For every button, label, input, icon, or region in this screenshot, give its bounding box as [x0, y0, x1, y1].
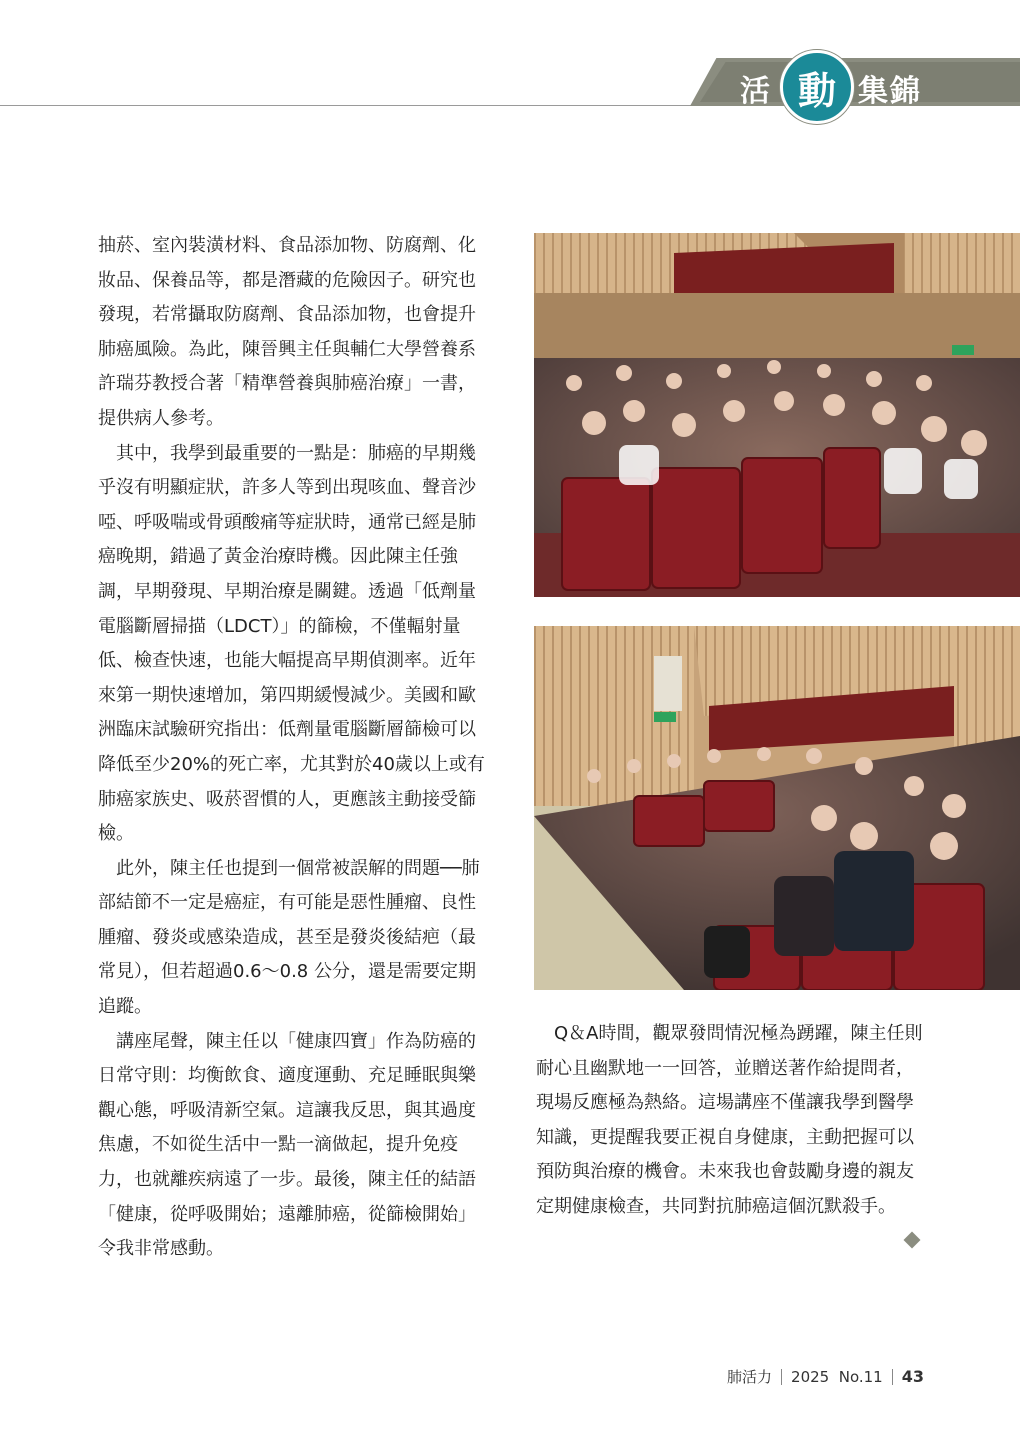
paragraph: 講座尾聲，陳主任以「健康四寶」作為防癌的日常守則：均衡飲食、適度運動、充足睡眠與樂觀心態，呼吸清新空氣。這讓我反思，與其過度焦慮，不如從生活中一點一滴做起，提升免疫力，也就離疾病遠了一步。最後，陳主任的結語「健康，從呼吸開始；遠離肺癌，從篩檢開始」令我非常感動。: [98, 1030, 476, 1260]
page-footer: [727, 1366, 924, 1387]
photo-audience-applause: [534, 626, 1020, 990]
section-title-char-4: 錦: [890, 74, 920, 109]
page-number: 43: [901, 1367, 924, 1386]
footer-divider: [892, 1369, 893, 1385]
end-mark-diamond-icon: [904, 1232, 921, 1249]
footer-divider: [781, 1369, 782, 1385]
article-left-column: [98, 229, 488, 1267]
header-rule: [0, 105, 705, 106]
paragraph: Q＆A時間，觀眾發問情況極為踴躍，陳主任則耐心且幽默地一一回答，並贈送著作給提問者，現場反應極為熱絡。這場講座不僅讓我學到醫學知識，更提醒我要正視自身健康，主動把握可以預防與治療的機會。未來我也會鼓勵身邊的親友定期健康檢查，共同對抗肺癌這個沉默殺手。: [536, 1023, 923, 1217]
section-title-badge: 動: [780, 50, 854, 124]
section-title-char-1: 活: [740, 74, 770, 109]
issue-label: 2025 No.11: [791, 1367, 883, 1386]
article-right-column: [536, 1017, 924, 1225]
paragraph: 抽菸、室內裝潢材料、食品添加物、防腐劑、化妝品、保養品等，都是潛藏的危險因子。研究也發現，若常攝取防腐劑、食品添加物，也會提升肺癌風險。為此，陳晉興主任與輔仁大學營養系許瑞芬教授合著「精準營養與肺癌治療」一書，提供病人參考。: [98, 235, 476, 429]
paragraph: 此外，陳主任也提到一個常被誤解的問題──肺部結節不一定是癌症，有可能是惡性腫瘤、良性腫瘤、發炎或感染造成，甚至是發炎後結疤（最常見），但若超過0.6～0.8 公分，還是需要定期追蹤。: [98, 857, 480, 1018]
photo-auditorium-audience: [534, 233, 1020, 597]
magazine-name: 肺活力: [727, 1368, 773, 1386]
paragraph: 其中，我學到最重要的一點是：肺癌的早期幾乎沒有明顯症狀，許多人等到出現咳血、聲音沙啞、呼吸喘或骨頭酸痛等症狀時，通常已經是肺癌晚期，錯過了黃金治療時機。因此陳主任強調，早期發現、早期治療是關鍵。透過「低劑量電腦斷層掃描（LDCT）」的篩檢，不僅輻射量低、檢查快速，也能大幅提高早期偵測率。近年來第一期快速增加，第四期緩慢減少。美國和歐洲臨床試驗研究指出：低劑量電腦斷層篩檢可以降低至少20%的死亡率，尤其對於40歲以上或有肺癌家族史、吸菸習慣的人，更應該主動接受篩檢。: [98, 442, 485, 845]
section-title-char-3: 集: [858, 74, 888, 109]
